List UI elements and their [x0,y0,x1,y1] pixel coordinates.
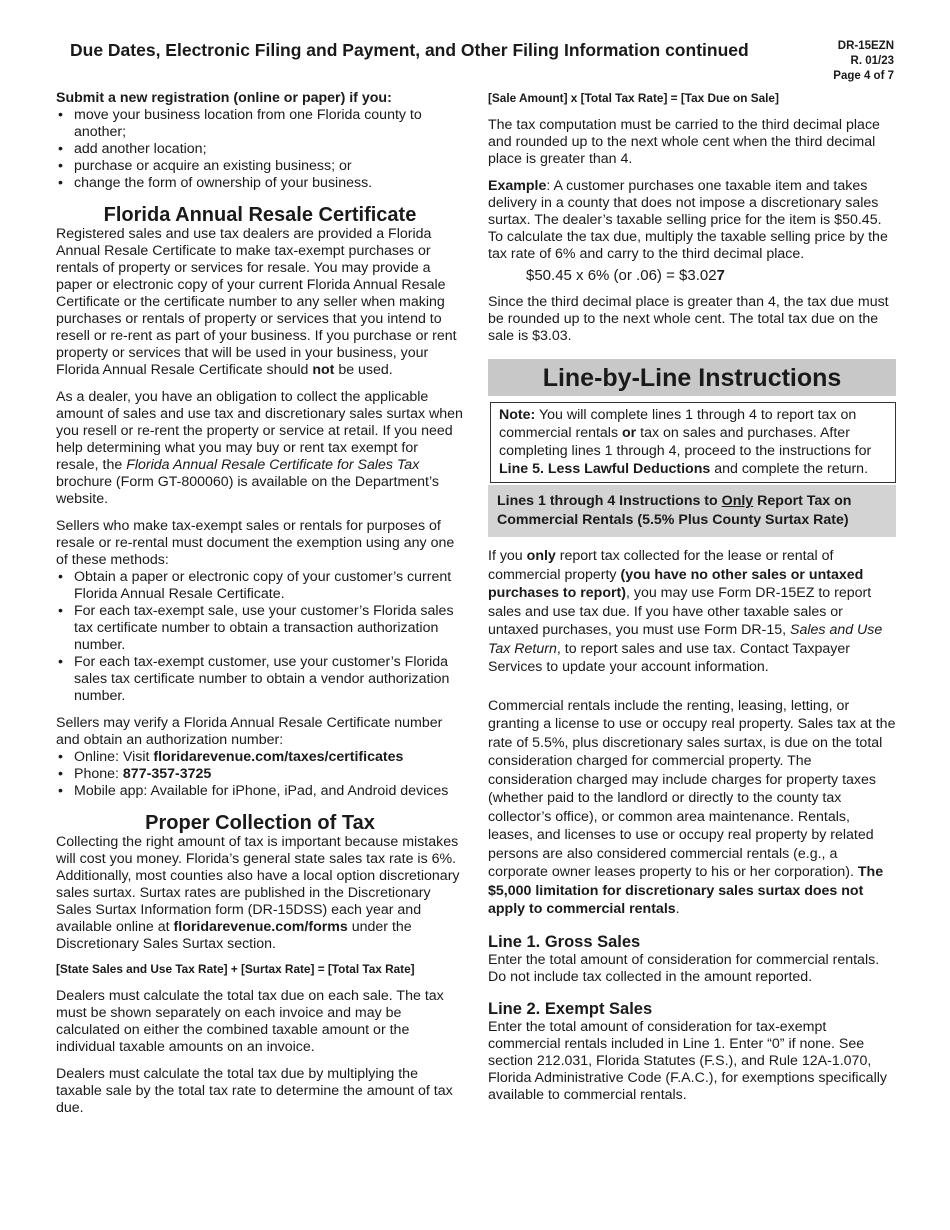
example-paragraph: Example: A customer purchases one taxable item and takes delivery in a county that does not impose a discretionary sales surtax. The dealer’s taxable selling price for the item is $50.45. To calculate the tax due, multiply the taxable selling price by the tax rate of 6% and carry to the third decimal place. [488,178,888,262]
collection-paragraph-1: Collecting the right amount of tax is important because mistakes will cost you money. Florida’s general state sales tax rate is 6%. Additionally, most counties also have a local option discretionary sales surtax. Surtax rates are published in the Discretionary Sales Surtax Information form (DR-15DSS) each year and available online at floridarevenue.com/forms under the Discretionary Sales Surtax section. [56,834,460,952]
forms-link[interactable]: floridarevenue.com/forms [173,919,348,935]
tax-due-formula: [Sale Amount] x [Total Tax Rate] = [Tax Due on Sale] [488,91,779,105]
form-identifier [833,39,894,84]
certificates-link[interactable]: floridarevenue.com/taxes/certificates [153,749,404,765]
phone-number: 877-357-3725 [122,766,212,782]
line-2-heading: Line 2. Exempt Sales [488,999,653,1018]
commercial-rentals-instructions-bar: Lines 1 through 4 Instructions to Only Report Tax on Commercial Rentals (5.5% Plus County Surtax Rate) [488,485,896,537]
line-1-heading: Line 1. Gross Sales [488,932,641,951]
line-1-text: Enter the total amount of consideration for commercial rentals. Do not include tax collected in the amount reported. [488,951,880,985]
list-item: • Online: Visit floridarevenue.com/taxes/certificates [56,749,464,766]
left-column [56,90,464,1117]
list-item: • add another location; [56,141,464,158]
example-calculation: $50.45 x 6% (or .06) = $3.027 [526,267,725,284]
list-item: • Phone: 877-357-3725 [56,766,464,783]
resale-paragraph-1: Registered sales and use tax dealers are provided a Florida Annual Resale Certificate to make tax-exempt purchases or rentals of property or services for resale. You may provide a paper or electronic copy of your current Florida Annual Resale Certificate or the certificate number to any seller when making purchases or rentals of property or services that you intend to resell or re-rent as part of your business. If you purchase or rent property or services that will be used in your business, your Florida Annual Resale Certificate should not be used. [56,226,457,378]
collection-paragraph-3: Dealers must calculate the total tax due by multiplying the taxable sale by the total tax rate to determine the amount of tax due. [56,1066,453,1116]
form-number: DR-15EZN [837,40,894,52]
list-item: • Mobile app: Available for iPhone, iPad, and Android devices [56,783,464,800]
rounding-paragraph: The tax computation must be carried to the third decimal place and rounded up to the next whole cent when the third decimal place is greater than 4. [488,117,880,167]
only-report-paragraph: If you only report tax collected for the lease or rental of commercial property (you have no other sales or untaxed purchases to report), you may use Form DR-15EZ to report sales and use tax due. If you have other taxable sales or untaxed purchases, you must use Form DR-15, Sales and Use Tax Return, to report sales and use tax. Contact Taxpayer Services to update your account information. [488,548,883,675]
exemption-methods-list [56,569,464,705]
rounding-result-paragraph: Since the third decimal place is greater than 4, the tax due must be rounded up to the next whole cent. The total tax due on the sale is $3.03. [488,294,889,344]
list-item: • Obtain a paper or electronic copy of your customer’s current Florida Annual Resale Certificate. [56,569,464,603]
resale-paragraph-2: As a dealer, you have an obligation to collect the applicable amount of sales and use tax and discretionary sales surtax when you resell or re-rent the property or service at retail. If you need help determining what you may buy or rent tax exempt for resale, the Florida Annual Resale Certificate for Sales Tax brochure (Form GT-800060) is available on the Department’s website. [56,389,463,507]
line-by-line-banner: Line-by-Line Instructions [488,359,896,396]
registration-list [56,107,464,192]
form-revision: R. 01/23 [850,55,894,67]
note-box: Note: You will complete lines 1 through 4 to report tax on commercial rentals or tax on sales and purchases. After completing lines 1 through 4, proceed to the instructions for Line 5. Less Lawful Deductions and complete the return. [490,402,896,483]
proper-collection-heading: Proper Collection of Tax [145,812,375,834]
line-2-text: Enter the total amount of consideration for tax-exempt commercial rentals included in Line 1. Enter “0” if none. See section 212.031, Florida Statutes (F.S.), and Rule 12A-1.070, Florida Administrative Code (F.A.C.), for exemptions specifically available to commercial rentals. [488,1018,887,1103]
registration-heading: Submit a new registration (online or paper) if you: [56,90,392,106]
resale-certificate-heading: Florida Annual Resale Certificate [103,204,417,226]
list-item: • purchase or acquire an existing business; or [56,158,464,175]
right-column [488,90,896,1104]
page-title: Due Dates, Electronic Filing and Payment, and Other Filing Information continued [70,40,749,60]
resale-paragraph-3: Sellers who make tax-exempt sales or rentals for purposes of resale or re-rental must document the exemption using any one of these methods: [56,518,455,568]
resale-paragraph-4: Sellers may verify a Florida Annual Resale Certificate number and obtain an authorization number: [56,715,443,748]
list-item: • For each tax-exempt customer, use your customer’s Florida sales tax certificate number to obtain a vendor authorization number. [56,654,464,705]
total-rate-formula: [State Sales and Use Tax Rate] + [Surtax Rate] = [Total Tax Rate] [56,962,415,976]
commercial-rentals-paragraph: Commercial rentals include the renting, leasing, letting, or granting a license to use or occupy real property. Sales tax at the rate of 5.5%, plus discretionary sales surtax, is due on the total consideration charged for commercial property. The consideration charged may include charges for property taxes (whether paid to the landlord or directly to the county tax collector’s office), or common area maintenance. Rentals, leases, and licenses to use or occupy real property by related persons are also considered commercial rentals (e.g., a corporate owner leases property to his or her corporation). The $5,000 limitation for discretionary sales surtax does not apply to commercial rentals. [488,697,896,917]
list-item: • move your business location from one Florida county to another; [56,107,464,141]
collection-paragraph-2: Dealers must calculate the total tax due on each sale. The tax must be shown separately on each invoice and may be calculated on either the combined taxable amount or the individual taxable amounts on an invoice. [56,988,444,1055]
verification-list [56,749,464,800]
list-item: • change the form of ownership of your business. [56,175,464,192]
page-number: Page 4 of 7 [833,70,894,82]
list-item: • For each tax-exempt sale, use your customer’s Florida sales tax certificate number to obtain a transaction authorization number. [56,603,464,654]
